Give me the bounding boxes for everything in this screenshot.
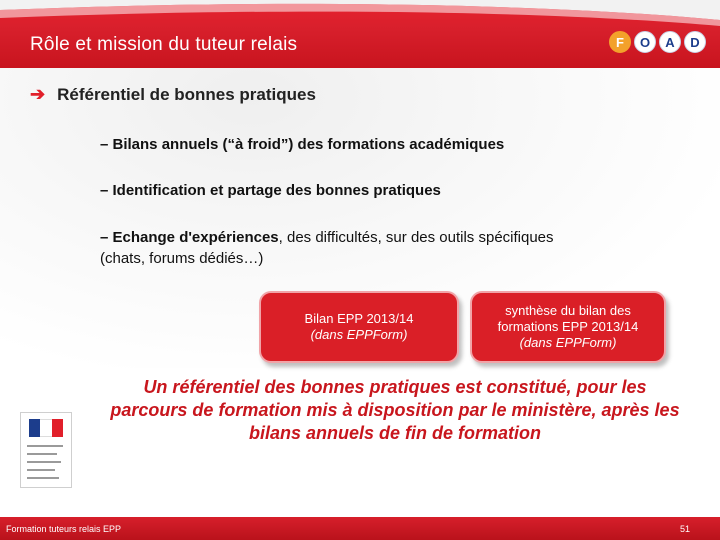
logo-letter-d: D xyxy=(684,31,706,53)
bullet-item xyxy=(100,180,441,201)
info-box-bilan xyxy=(259,291,459,363)
bullet-text: – Bilans annuels (“à froid”) des formations académiques xyxy=(100,136,505,153)
info-box-line: synthèse du bilan des xyxy=(505,303,631,318)
page-title: Rôle et mission du tuteur relais xyxy=(30,34,298,55)
logo-letter-a: A xyxy=(659,31,681,53)
info-box-line: Bilan EPP 2013/14 xyxy=(304,311,414,326)
footer-bar xyxy=(0,517,720,540)
section-heading xyxy=(30,84,316,105)
logo-letter-f: F xyxy=(609,31,631,53)
foad-logo xyxy=(609,31,706,53)
info-box-synthese xyxy=(470,291,666,363)
info-box-line: (dans EPPForm) xyxy=(310,327,408,342)
conclusion-text: Un référentiel des bonnes pratiques est constitué, pour les parcours de formation mis à disposition par le ministère, après les bilans annuels de fin de formation xyxy=(110,377,680,443)
ministry-logo xyxy=(20,412,72,488)
page-number: 51 xyxy=(679,524,690,534)
header-banner xyxy=(0,0,720,68)
footer-label: Formation tuteurs relais EPP xyxy=(6,524,122,534)
french-flag-icon xyxy=(29,419,63,437)
bullet-text: – Identification et partage des bonnes pratiques xyxy=(100,182,441,199)
arrow-right-icon: ➔ xyxy=(30,84,46,104)
info-box-line: (dans EPPForm) xyxy=(519,335,617,350)
bullet-bold-text: – Echange d'expériences xyxy=(100,229,279,246)
section-heading-text: Référentiel de bonnes pratiques xyxy=(57,84,316,104)
bullet-text: , des difficultés, sur des outils spécifiques xyxy=(278,229,554,246)
bullet-item xyxy=(100,134,504,155)
logo-letter-o: O xyxy=(634,31,656,53)
bullet-text-line2: (chats, forums dédiés…) xyxy=(100,250,264,267)
info-box-line: formations EPP 2013/14 xyxy=(497,319,639,334)
bullet-item xyxy=(100,227,554,269)
